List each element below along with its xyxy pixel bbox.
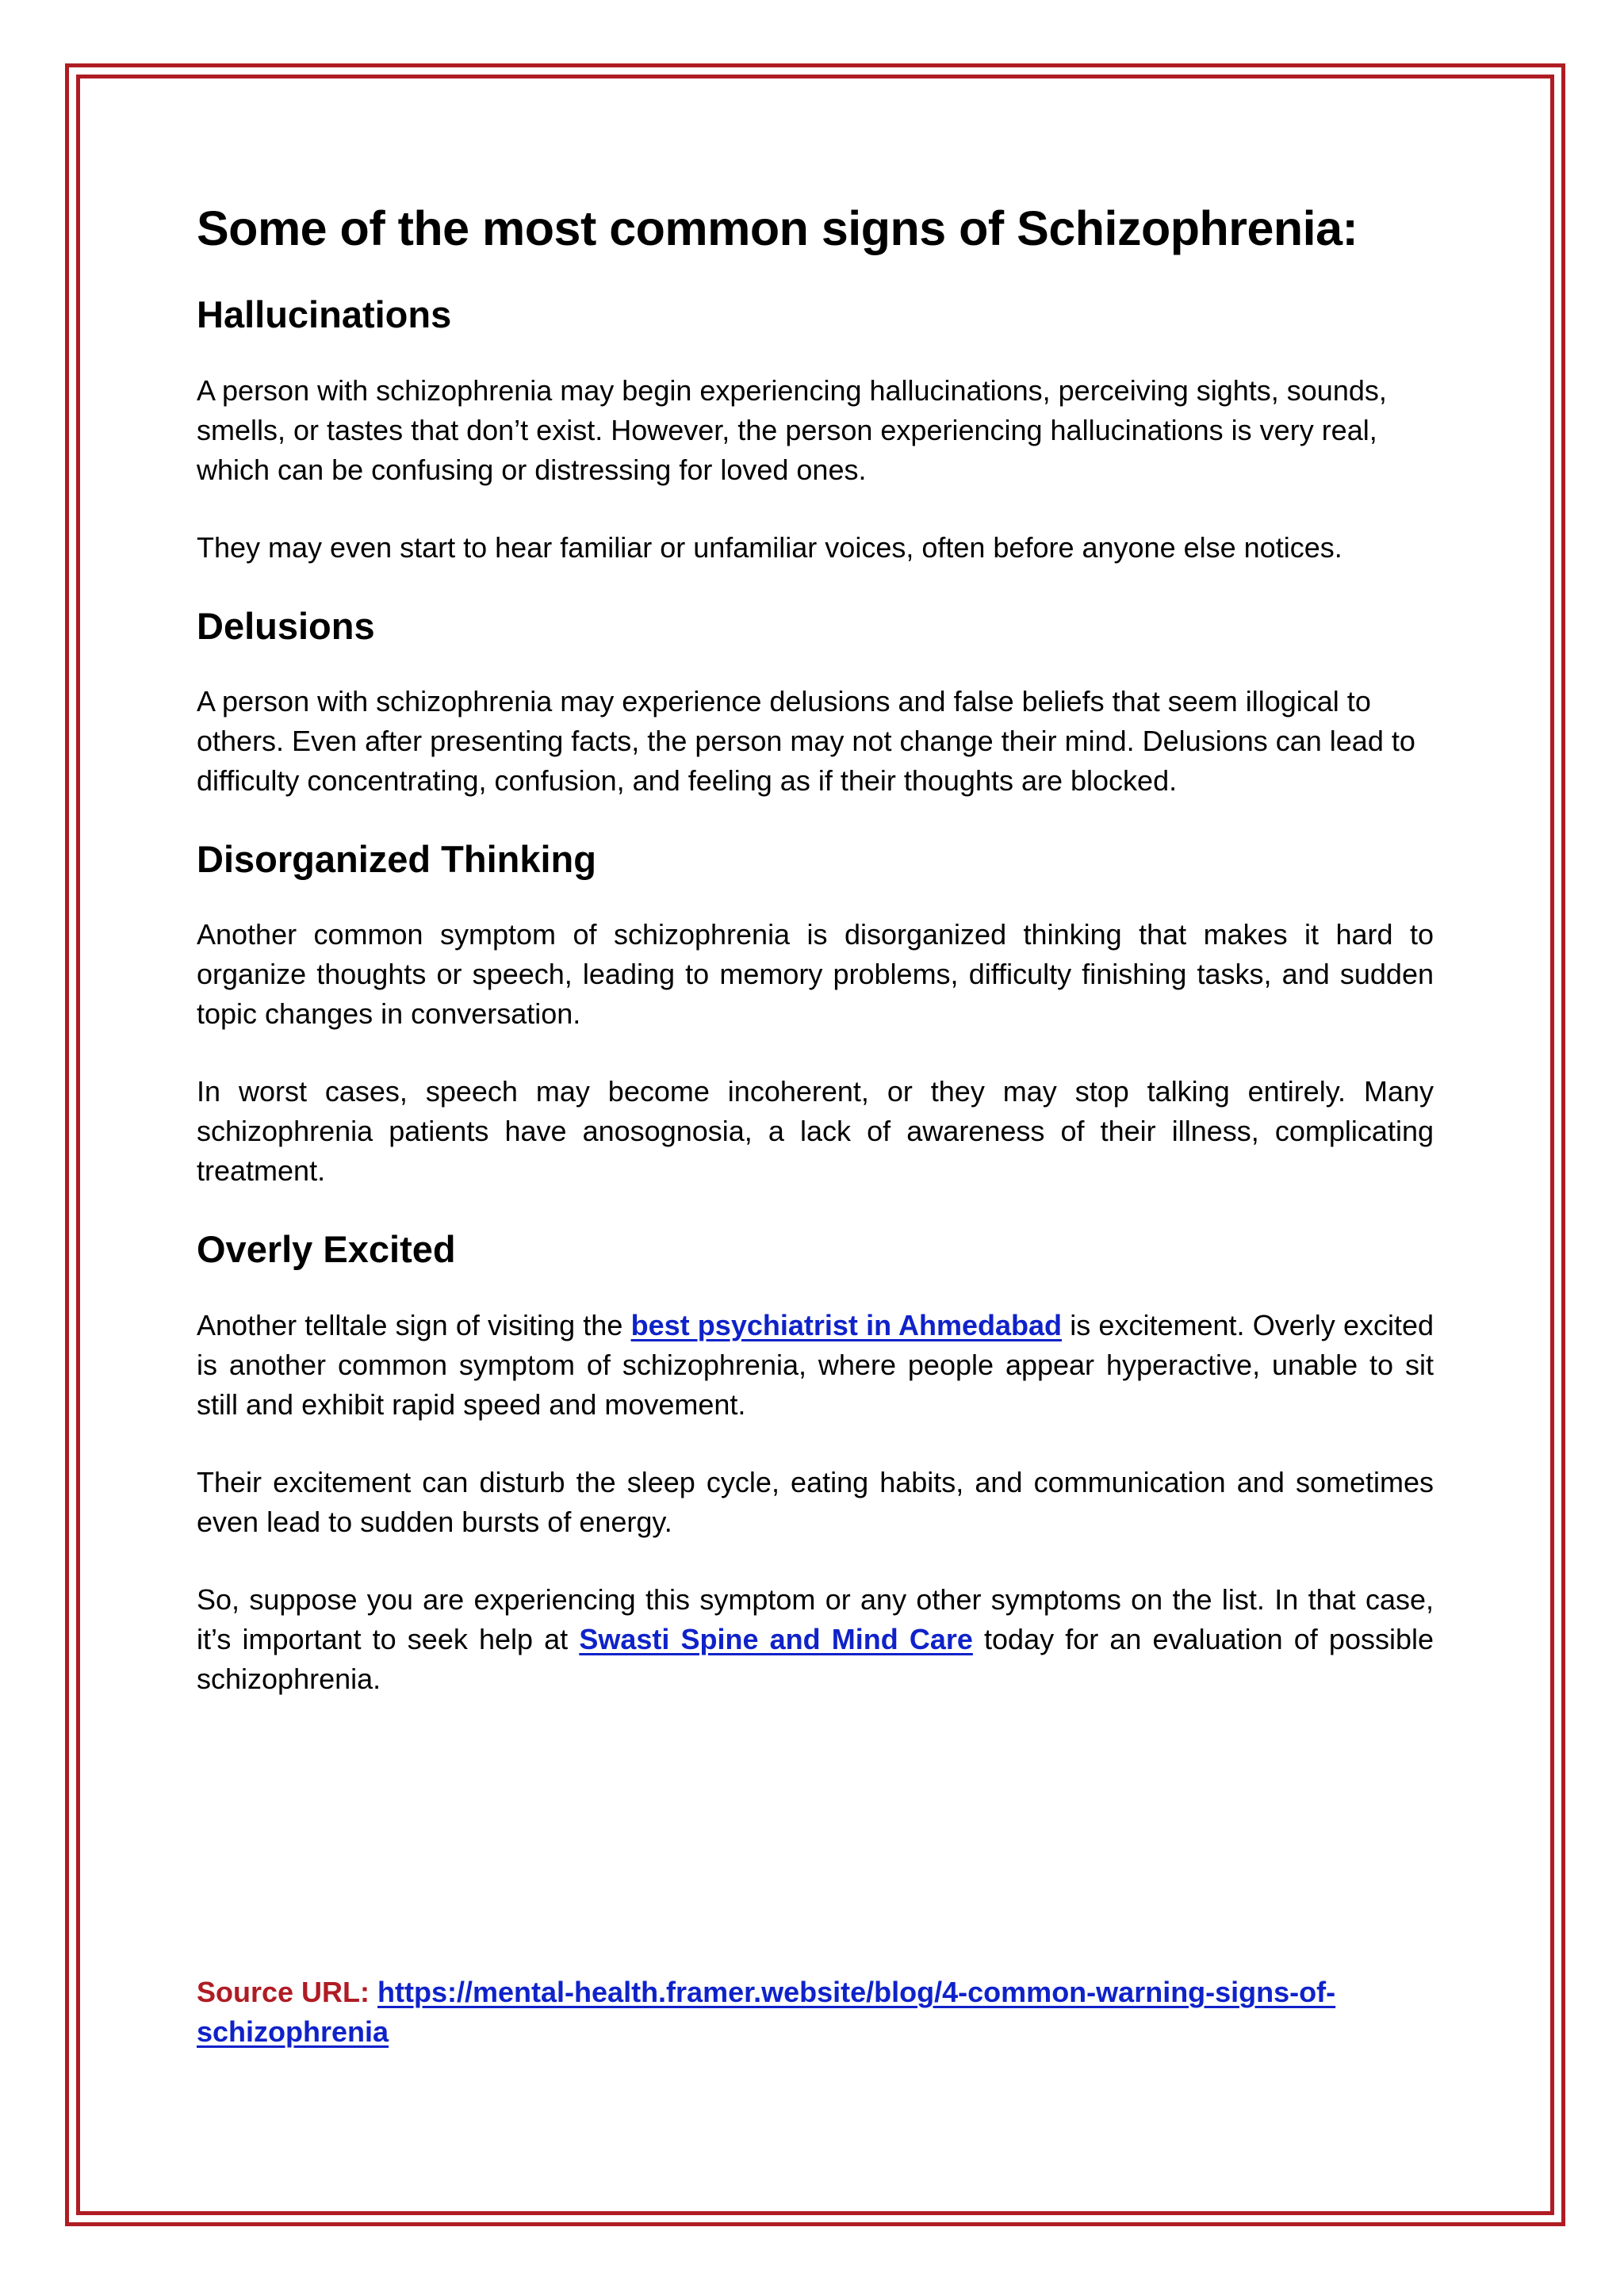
source-line: [197, 1973, 1434, 2052]
paragraph-text: Another telltale sign of visiting the: [197, 1308, 631, 1341]
section-heading-hallucinations: Hallucinations: [197, 293, 452, 336]
paragraph-text: is excitement. Overly excited is another common symptom of schizophrenia, where people appear hyperactive, unable to sit still and exhibit rapid speed and movement.: [197, 1308, 1434, 1421]
disorganized-paragraph-1: Another common symptom of schizophrenia is disorganized thinking that makes it hard to organize thoughts or speech, leading to memory problems, difficulty finishing tasks, and sudden topic changes in conversation.: [197, 918, 1434, 1031]
section-heading-disorganized-thinking: Disorganized Thinking: [197, 837, 596, 880]
swasti-spine-link[interactable]: Swasti Spine and Mind Care: [579, 1622, 973, 1655]
disorganized-paragraph-2: In worst cases, speech may become incoherent, or they may stop talking entirely. Many schizophrenia patients have anosognosia, a lack of awareness of their illness, complicating treatment.: [197, 1075, 1434, 1188]
overly-excited-paragraph-3: [197, 1580, 1434, 1699]
hallucinations-paragraph-2: They may even start to hear familiar or unfamiliar voices, often before anyone else notices.: [197, 530, 1342, 564]
section-heading-delusions: Delusions: [197, 604, 375, 647]
paragraph-text: So, suppose you are experiencing this symptom or any other symptoms on the list. In that case, it’s important to seek help at: [197, 1582, 1434, 1655]
delusions-paragraph-1: A person with schizophrenia may experience delusions and false beliefs that seem illogical to others. Even after presenting facts, the person may not change their mind. Delusions can lead to difficulty concentrating, confusion, and feeling as if their thoughts are blocked.: [197, 684, 1415, 797]
paragraph-text: today for an evaluation of possible schizophrenia.: [197, 1622, 1434, 1695]
section-heading-overly-excited: Overly Excited: [197, 1228, 456, 1271]
overly-excited-paragraph-1: [197, 1306, 1434, 1425]
source-label: Source URL:: [197, 1976, 370, 2008]
best-psychiatrist-link[interactable]: best psychiatrist in Ahmedabad: [630, 1308, 1063, 1341]
overly-excited-paragraph-2: Their excitement can disturb the sleep cycle, eating habits, and communication and sometimes even lead to sudden bursts of energy.: [197, 1465, 1434, 1538]
page-title: Some of the most common signs of Schizophrenia:: [197, 201, 1358, 255]
document-body: [197, 190, 1434, 1699]
source-url-link[interactable]: https://mental-health.framer.website/blog/4-common-warning-signs-of-schizophrenia: [197, 1976, 1336, 2048]
hallucinations-paragraph-1: A person with schizophrenia may begin experiencing hallucinations, perceiving sights, sounds, smells, or tastes that don’t exist. However, the person experiencing hallucinations is very real, which can be confusing or distressing for loved ones.: [197, 373, 1387, 486]
